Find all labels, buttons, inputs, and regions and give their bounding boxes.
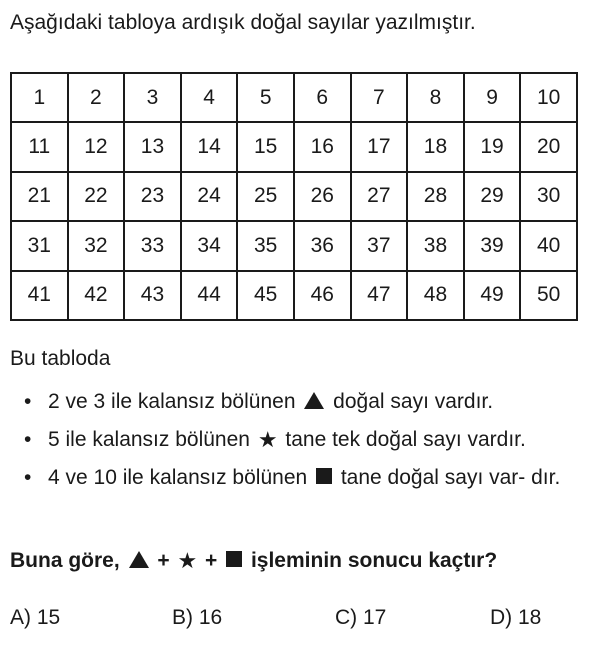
condition-1-text-before: 2 ve 3 ile kalansız bölünen	[48, 390, 302, 413]
table-cell: 36	[294, 221, 351, 270]
question-text	[10, 548, 497, 574]
table-cell: 43	[124, 271, 181, 320]
condition-1-text-after: doğal sayı vardır.	[327, 390, 494, 413]
table-cell: 34	[181, 221, 238, 270]
table-cell: 32	[68, 221, 125, 270]
table-cell: 44	[181, 271, 238, 320]
table-cell: 14	[181, 122, 238, 171]
table-cell: 35	[237, 221, 294, 270]
triangle-icon	[304, 392, 324, 409]
table-cell: 6	[294, 73, 351, 122]
table-cell: 27	[351, 172, 408, 221]
table-row	[11, 221, 577, 270]
table-cell: 24	[181, 172, 238, 221]
table-cell: 17	[351, 122, 408, 171]
table-row	[11, 271, 577, 320]
table-cell: 45	[237, 271, 294, 320]
table-cell: 23	[124, 172, 181, 221]
table-cell: 41	[11, 271, 68, 320]
table-cell: 31	[11, 221, 68, 270]
condition-3-text-before: 4 ve 10 ile kalansız bölünen	[48, 466, 314, 489]
square-icon	[316, 468, 332, 484]
table-cell: 13	[124, 122, 181, 171]
table-cell: 28	[407, 172, 464, 221]
choice-d[interactable]: D) 18	[490, 606, 542, 629]
square-icon	[226, 551, 242, 567]
table-cell: 19	[464, 122, 521, 171]
condition-item-1	[22, 387, 606, 417]
table-cell: 26	[294, 172, 351, 221]
table-cell: 15	[237, 122, 294, 171]
star-icon: ★	[257, 427, 278, 453]
table-cell: 38	[407, 221, 464, 270]
table-cell: 4	[181, 73, 238, 122]
table-cell: 20	[520, 122, 577, 171]
table-cell: 18	[407, 122, 464, 171]
table-row	[11, 122, 577, 171]
table-cell: 49	[464, 271, 521, 320]
table-cell: 30	[520, 172, 577, 221]
table-cell: 9	[464, 73, 521, 122]
triangle-icon	[129, 551, 149, 568]
table-cell: 50	[520, 271, 577, 320]
question-suffix: işleminin sonucu kaçtır?	[245, 549, 498, 572]
table-cell: 37	[351, 221, 408, 270]
condition-list	[22, 387, 606, 501]
table-cell: 29	[464, 172, 521, 221]
table-cell: 39	[464, 221, 521, 270]
table-row	[11, 73, 577, 122]
table-cell: 21	[11, 172, 68, 221]
subhead-text: Bu tabloda	[10, 347, 111, 370]
table-cell: 48	[407, 271, 464, 320]
question-prefix: Buna göre,	[10, 549, 126, 572]
table-cell: 40	[520, 221, 577, 270]
star-icon: ★	[177, 548, 198, 574]
table-cell: 11	[11, 122, 68, 171]
table-cell: 33	[124, 221, 181, 270]
answer-choices	[0, 606, 614, 632]
condition-2-text-after: tane tek doğal sayı vardır.	[279, 428, 526, 451]
condition-3-text-after: tane doğal sayı var- dır.	[335, 466, 561, 489]
choice-c[interactable]: C) 17	[335, 606, 387, 629]
table-cell: 42	[68, 271, 125, 320]
plus-sign: +	[151, 549, 176, 572]
table-cell: 47	[351, 271, 408, 320]
table-cell: 1	[11, 73, 68, 122]
table-cell: 22	[68, 172, 125, 221]
condition-item-2	[22, 425, 606, 455]
table-row	[11, 172, 577, 221]
table-cell: 10	[520, 73, 577, 122]
table-cell: 2	[68, 73, 125, 122]
plus-sign: +	[199, 549, 224, 572]
number-table	[10, 72, 578, 321]
table-cell: 3	[124, 73, 181, 122]
intro-text: Aşağıdaki tabloya ardışık doğal sayılar yazılmıştır.	[10, 11, 476, 34]
condition-2-text-before: 5 ile kalansız bölünen	[48, 428, 256, 451]
table-cell: 12	[68, 122, 125, 171]
table-cell: 25	[237, 172, 294, 221]
table-cell: 7	[351, 73, 408, 122]
choice-a[interactable]: A) 15	[10, 606, 61, 629]
condition-item-3	[22, 463, 606, 493]
table-cell: 16	[294, 122, 351, 171]
choice-b[interactable]: B) 16	[172, 606, 223, 629]
table-cell: 8	[407, 73, 464, 122]
table-cell: 5	[237, 73, 294, 122]
table-cell: 46	[294, 271, 351, 320]
